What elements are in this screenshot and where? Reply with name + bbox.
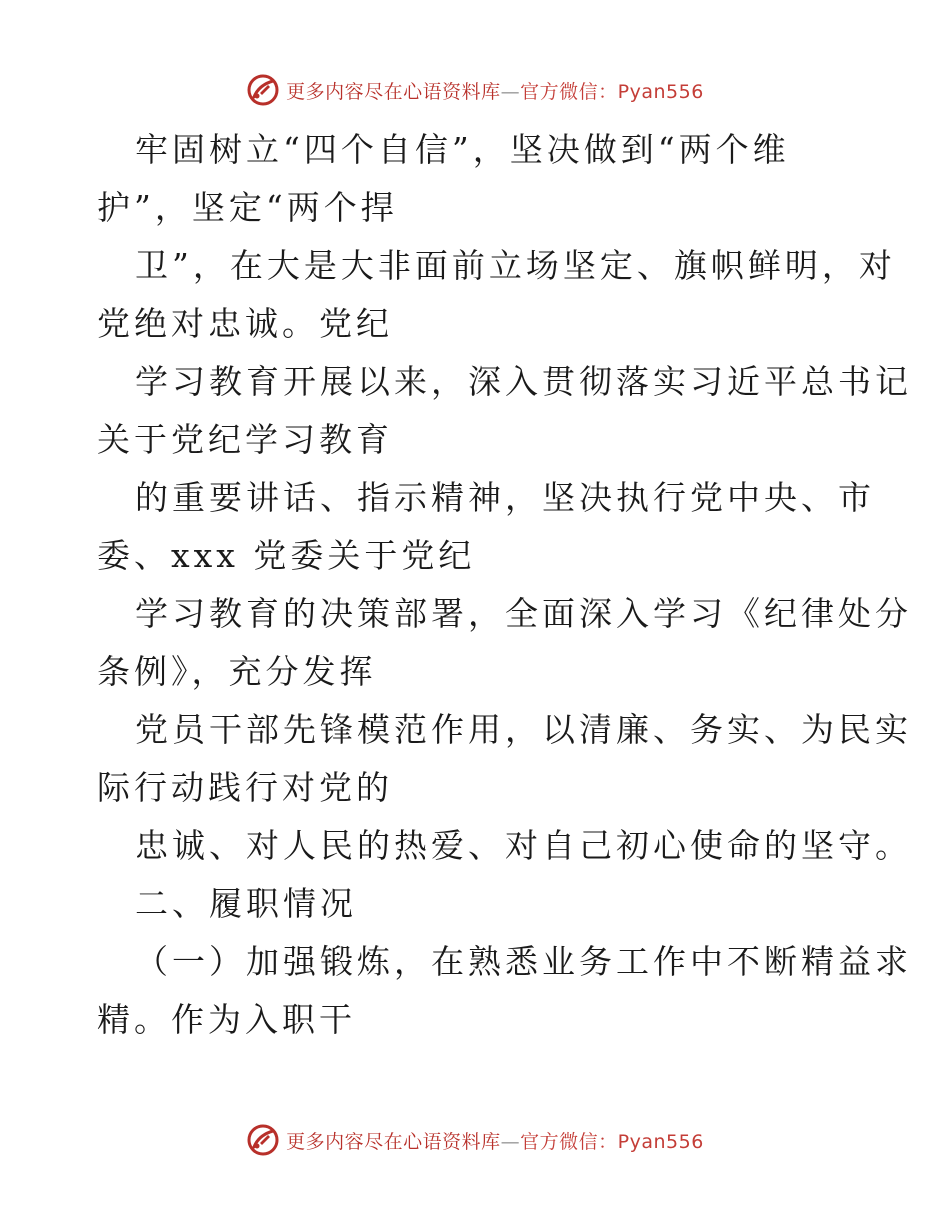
- watermark-dash: —: [500, 1130, 521, 1153]
- text-line: 的重要讲话、指示精神，坚决执行党中央、市: [135, 478, 875, 517]
- watermark-brand: 更多内容尽在心语资料库: [286, 1130, 501, 1153]
- text-line: 委、xxx 党委关于党纪: [97, 536, 476, 575]
- text-line: 党绝对忠诚。党纪: [97, 304, 393, 343]
- watermark-contact: 官方微信：Pyan556: [520, 80, 704, 103]
- text-line: 卫”，在大是大非面前立场坚定、旗帜鲜明，对: [135, 246, 896, 285]
- footer-watermark: [0, 1120, 950, 1160]
- text-line: 牢固树立“四个自信”，坚决做到“两个维: [135, 130, 790, 169]
- text-line: 条例》，充分发挥: [97, 652, 377, 691]
- watermark-text: [286, 77, 704, 104]
- text-line: 际行动践行对党的: [97, 768, 393, 807]
- section-heading: 二、履职情况: [135, 884, 357, 923]
- text-line: 精。作为入职干: [97, 1000, 356, 1039]
- text-line: 忠诚、对人民的热爱、对自己初心使命的坚守。: [135, 826, 912, 865]
- text-line: 党员干部先锋模范作用，以清廉、务实、为民实: [135, 710, 912, 749]
- pen-swirl-icon: [246, 73, 280, 107]
- pen-swirl-icon: [246, 1123, 280, 1157]
- text-line: 学习教育开展以来，深入贯彻落实习近平总书记: [135, 362, 912, 401]
- text-line: 关于党纪学习教育: [97, 420, 393, 459]
- watermark-brand: 更多内容尽在心语资料库: [286, 80, 501, 103]
- header-watermark: [0, 70, 950, 110]
- text-line: （一）加强锻炼，在熟悉业务工作中不断精益求: [135, 942, 912, 981]
- document-body: [97, 121, 912, 1049]
- watermark-text: [286, 1127, 704, 1154]
- watermark-contact: 官方微信：Pyan556: [520, 1130, 704, 1153]
- watermark-dash: —: [500, 80, 521, 103]
- text-line: 学习教育的决策部署，全面深入学习《纪律处分: [135, 594, 912, 633]
- text-line: 护”，坚定“两个捍: [97, 188, 398, 227]
